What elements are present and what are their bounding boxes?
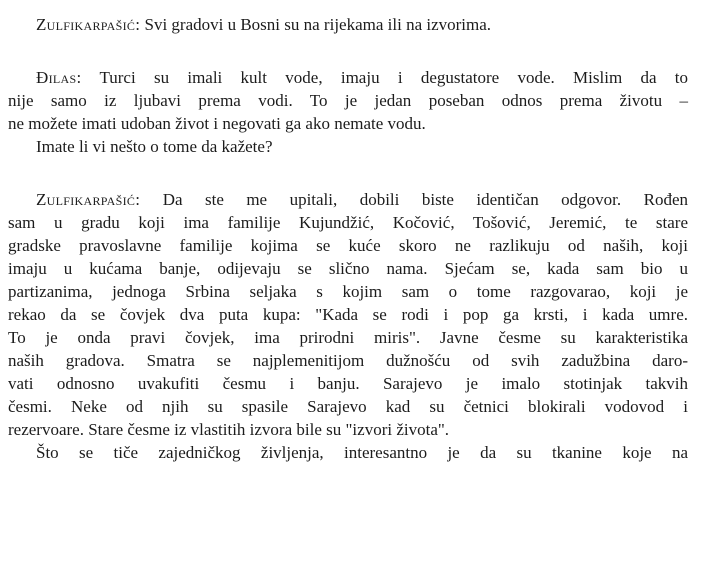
text-line: [36, 14, 491, 36]
speaker-name: Zulfikarpašić:: [36, 15, 141, 34]
line-text: Svi gradovi u Bosni su na rijekama ili na izvorima.: [144, 15, 492, 34]
text-line: vati odnosno uvakufiti česmu i banju. Sarajevo je imalo stotinjak takvih: [8, 374, 688, 393]
text-line: gradske pravoslavne familije kojima se kuće skoro ne razlikuju od naših, koji: [8, 236, 688, 255]
text-line: rezervoare. Stare česme iz vlastitih izvora bile su "izvori života".: [8, 420, 450, 439]
text-line: česmi. Neke od njih su spasile Sarajevo kad su četnici blokirali vodovod i: [8, 397, 688, 416]
line-text: Turci su imali kult vode, imaju i degustatore vode. Mislim da to: [99, 68, 689, 87]
text-line: [36, 67, 688, 89]
text-line: imaju u kućama banje, odijevaju se slično nama. Sjećam se, kada sam bio u: [8, 259, 688, 278]
text-line: Što se tiče zajedničkog življenja, interesantno je da su tkanine koje na: [36, 443, 688, 462]
text-line: sam u gradu koji ima familije Kujundžić, Kočović, Tošović, Jeremić, te stare: [8, 213, 688, 232]
text-line: nije samo iz ljubavi prema vodi. To je jedan poseban odnos prema životu –: [8, 91, 688, 110]
speaker-name: Đilas:: [36, 68, 82, 87]
text-line: To je onda pravi čovjek, ima prirodni miris". Javne česme su karakteristika: [8, 328, 688, 347]
line-text: Da ste me upitali, dobili biste identičan odgovor. Rođen: [162, 190, 689, 209]
text-line: partizanima, jednoga Srbina seljaka s kojim sam o tome razgovarao, koji je: [8, 282, 688, 301]
text-line: [36, 189, 688, 211]
text-line: ne možete imati udoban život i negovati ga ako nemate vodu.: [8, 114, 426, 133]
text-line: rekao da se čovjek dva puta kupa: "Kada se rodi i pop ga krsti, i kada umre.: [8, 305, 688, 324]
text-line: naših gradova. Smatra se najplemenitijom dužnošću od svih zadužbina daro-: [8, 351, 688, 370]
speaker-name: Zulfikarpašić:: [36, 190, 141, 209]
text-line: Imate li vi nešto o tome da kažete?: [36, 137, 273, 156]
